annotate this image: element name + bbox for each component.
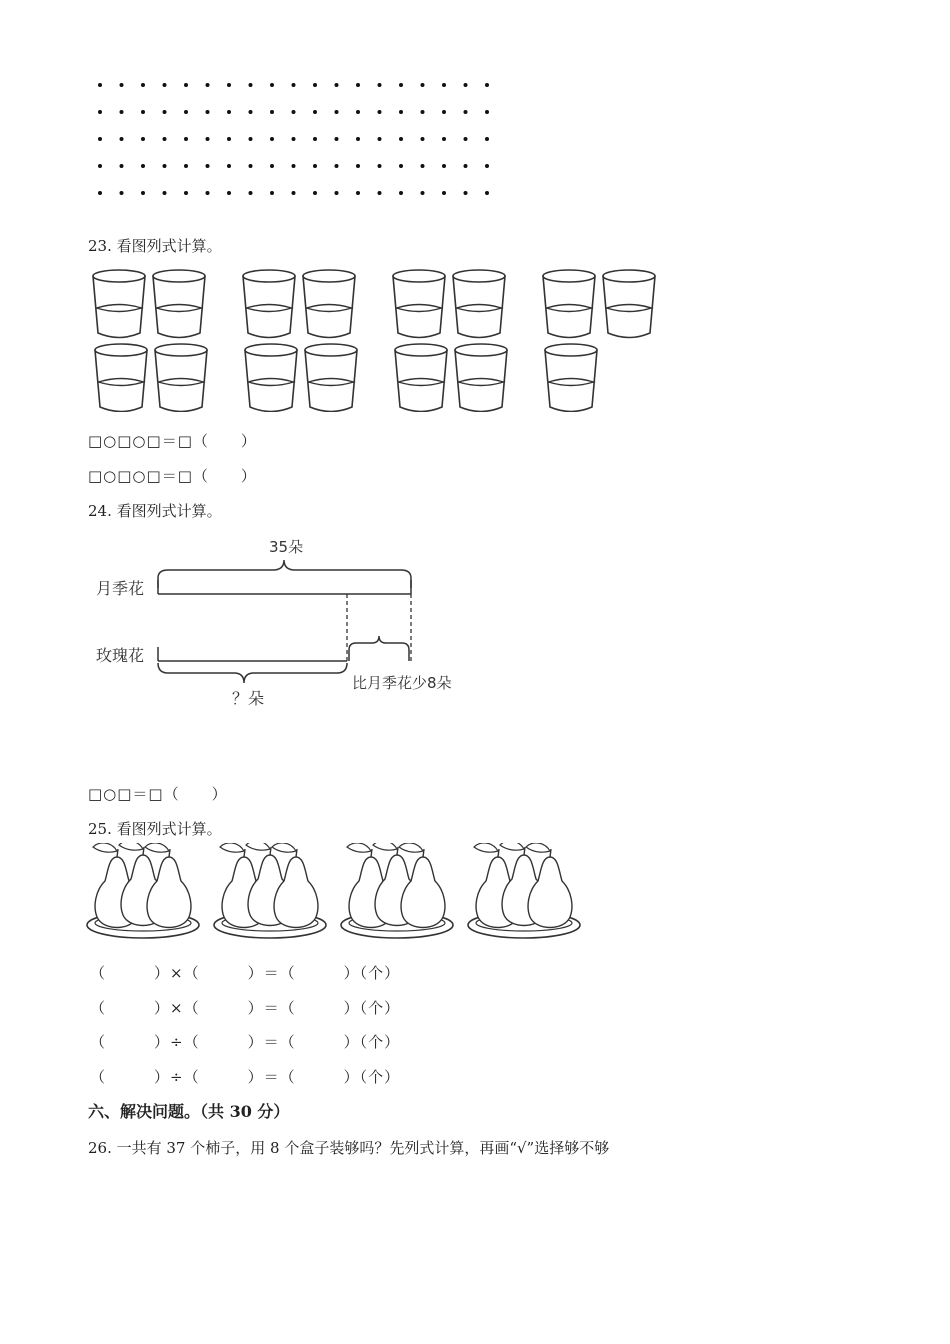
grid-dot xyxy=(485,191,489,195)
grid-dot xyxy=(249,110,253,114)
pear-figure xyxy=(85,843,595,945)
grid-dot xyxy=(120,191,124,195)
grid-dot xyxy=(464,110,468,114)
grid-dot xyxy=(163,191,167,195)
grid-dot xyxy=(399,110,403,114)
row2-label: 玫瑰花 xyxy=(96,646,145,665)
cup-icon xyxy=(243,270,295,338)
q25-equation-4: （ ）÷（ ）＝（ ）（个） xyxy=(90,1068,401,1086)
grid-dot xyxy=(442,164,446,168)
diff-label: 比月季花少8朵 xyxy=(352,674,452,692)
grid-dot xyxy=(227,83,231,87)
grid-dot xyxy=(356,164,360,168)
grid-dot xyxy=(249,137,253,141)
grid-dot xyxy=(249,83,253,87)
grid-dot xyxy=(184,110,188,114)
dot-grid xyxy=(90,75,500,205)
q23-equation-1: □○□○□＝□（ ） xyxy=(88,432,257,450)
section6-heading: 六、解决问题。（共 30 分） xyxy=(88,1102,290,1121)
grid-dot xyxy=(163,137,167,141)
q25-title: 25. 看图列式计算。 xyxy=(88,820,222,838)
cup-figure xyxy=(85,262,675,412)
bar-diagram xyxy=(88,530,488,720)
grid-dot xyxy=(98,191,102,195)
grid-dot xyxy=(335,191,339,195)
q26-text: 26. 一共有 37 个柿子，用 8 个盒子装够吗？先列式计算，再画“√”选择够不够 xyxy=(88,1139,610,1157)
grid-dot xyxy=(141,83,145,87)
grid-dot xyxy=(399,83,403,87)
cup-icon xyxy=(95,344,147,412)
grid-dot xyxy=(141,191,145,195)
q25-equation-2: （ ）×（ ）＝（ ）（个） xyxy=(90,999,401,1017)
grid-dot xyxy=(378,83,382,87)
grid-dot xyxy=(421,191,425,195)
grid-dot xyxy=(141,137,145,141)
grid-dot xyxy=(313,164,317,168)
grid-dot xyxy=(270,164,274,168)
grid-dot xyxy=(335,110,339,114)
grid-dot xyxy=(442,110,446,114)
grid-dot xyxy=(120,137,124,141)
cup-icon xyxy=(245,344,297,412)
cup-icon xyxy=(545,344,597,412)
grid-dot xyxy=(313,137,317,141)
grid-dot xyxy=(227,137,231,141)
grid-dot xyxy=(356,191,360,195)
pear-plate xyxy=(87,843,199,938)
grid-dot xyxy=(227,191,231,195)
grid-dot xyxy=(399,164,403,168)
grid-dot xyxy=(442,83,446,87)
grid-dot xyxy=(421,164,425,168)
grid-dot xyxy=(485,83,489,87)
grid-dot xyxy=(356,137,360,141)
grid-dot xyxy=(378,191,382,195)
unknown-label: ？朵 xyxy=(232,689,265,708)
grid-dot xyxy=(270,191,274,195)
grid-dot xyxy=(227,110,231,114)
pear-plate xyxy=(341,843,453,938)
cup-icon xyxy=(453,270,505,338)
grid-dot xyxy=(270,83,274,87)
grid-dot xyxy=(292,110,296,114)
grid-dot xyxy=(292,191,296,195)
grid-dot xyxy=(292,164,296,168)
grid-dot xyxy=(270,110,274,114)
cup-icon xyxy=(395,344,447,412)
pear-plate xyxy=(468,843,580,938)
cup-icon xyxy=(393,270,445,338)
grid-dot xyxy=(399,191,403,195)
grid-dot xyxy=(335,83,339,87)
q25-equation-3: （ ）÷（ ）＝（ ）（个） xyxy=(90,1033,401,1051)
cup-icon xyxy=(455,344,507,412)
grid-dot xyxy=(206,83,210,87)
grid-dot xyxy=(206,110,210,114)
grid-dot xyxy=(249,191,253,195)
grid-dot xyxy=(270,137,274,141)
grid-dot xyxy=(313,83,317,87)
grid-dot xyxy=(485,110,489,114)
pear-plate xyxy=(214,843,326,938)
cup-icon xyxy=(93,270,145,338)
grid-dot xyxy=(442,191,446,195)
grid-dot xyxy=(292,83,296,87)
grid-dot xyxy=(120,110,124,114)
grid-dot xyxy=(184,83,188,87)
cup-icon xyxy=(153,270,205,338)
grid-dot xyxy=(421,83,425,87)
grid-dot xyxy=(335,137,339,141)
grid-dot xyxy=(98,83,102,87)
grid-dot xyxy=(464,83,468,87)
grid-dot xyxy=(120,83,124,87)
grid-dot xyxy=(98,110,102,114)
grid-dot xyxy=(206,191,210,195)
grid-dot xyxy=(399,137,403,141)
grid-dot xyxy=(292,137,296,141)
grid-dot xyxy=(421,137,425,141)
grid-dot xyxy=(421,110,425,114)
cup-icon xyxy=(543,270,595,338)
grid-dot xyxy=(378,164,382,168)
q25-equation-1: （ ）×（ ）＝（ ）（个） xyxy=(90,964,401,982)
grid-dot xyxy=(442,137,446,141)
grid-dot xyxy=(163,83,167,87)
grid-dot xyxy=(163,164,167,168)
cup-icon xyxy=(603,270,655,338)
grid-dot xyxy=(184,137,188,141)
q24-equation: □○□＝□（ ） xyxy=(88,785,228,803)
grid-dot xyxy=(184,164,188,168)
grid-dot xyxy=(249,164,253,168)
grid-dot xyxy=(485,137,489,141)
cup-icon xyxy=(155,344,207,412)
grid-dot xyxy=(378,137,382,141)
cup-icon xyxy=(303,270,355,338)
grid-dot xyxy=(464,137,468,141)
cup-icon xyxy=(305,344,357,412)
grid-dot xyxy=(378,110,382,114)
grid-dot xyxy=(184,191,188,195)
grid-dot xyxy=(98,137,102,141)
grid-dot xyxy=(335,164,339,168)
q23-equation-2: □○□○□＝□（ ） xyxy=(88,467,257,485)
grid-dot xyxy=(227,164,231,168)
grid-dot xyxy=(356,110,360,114)
grid-dot xyxy=(356,83,360,87)
grid-dot xyxy=(485,164,489,168)
grid-dot xyxy=(206,137,210,141)
grid-dot xyxy=(313,110,317,114)
grid-dot xyxy=(141,164,145,168)
grid-dot xyxy=(464,191,468,195)
grid-dot xyxy=(206,164,210,168)
q23-title: 23. 看图列式计算。 xyxy=(88,237,222,255)
grid-dot xyxy=(141,110,145,114)
grid-dot xyxy=(464,164,468,168)
grid-dot xyxy=(120,164,124,168)
total-label: 35朵 xyxy=(269,538,304,556)
grid-dot xyxy=(163,110,167,114)
grid-dot xyxy=(313,191,317,195)
q24-title: 24. 看图列式计算。 xyxy=(88,502,222,520)
row1-label: 月季花 xyxy=(96,579,145,598)
grid-dot xyxy=(98,164,102,168)
